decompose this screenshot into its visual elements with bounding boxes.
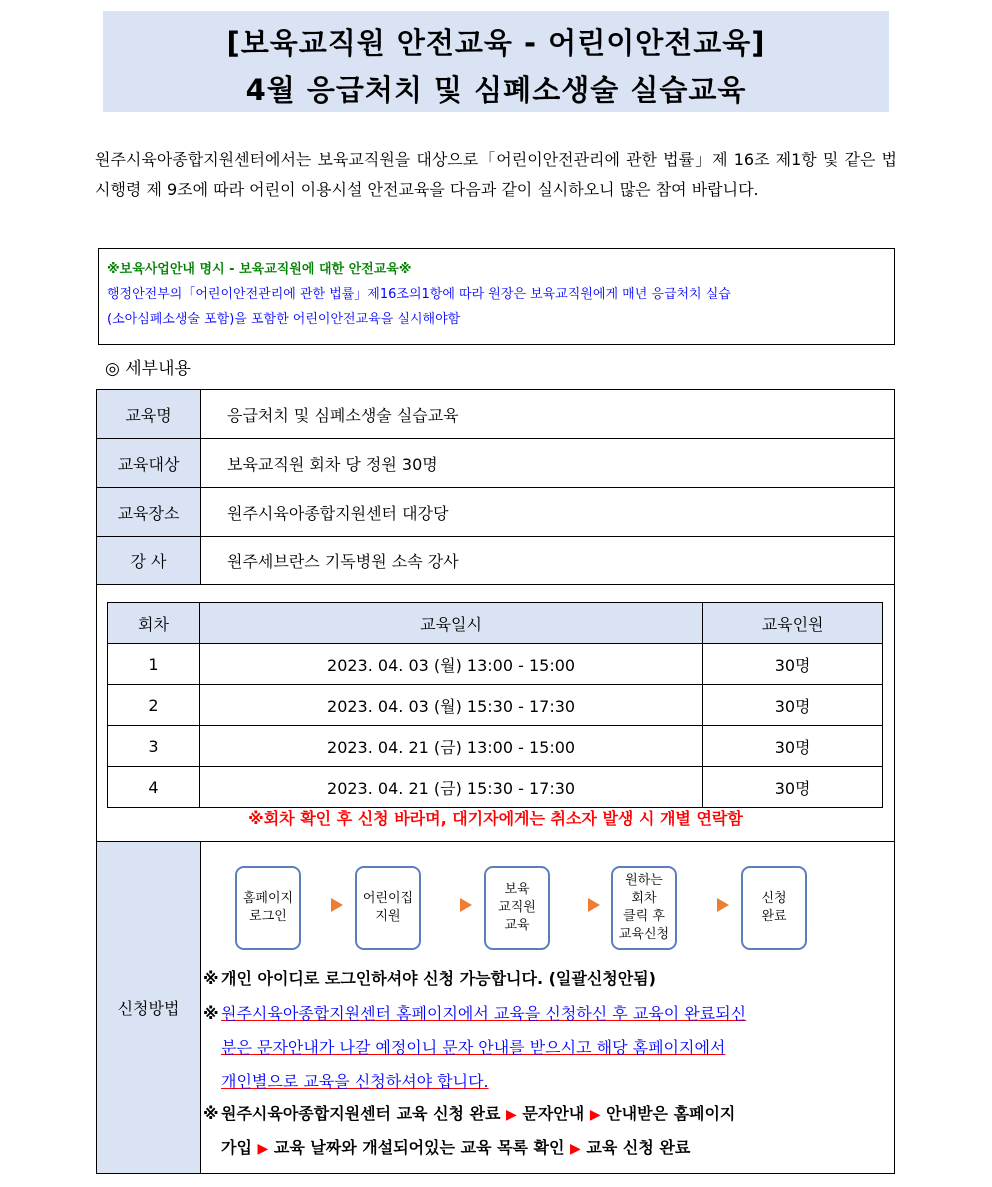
section-heading: ◎ 세부내용 <box>105 359 191 379</box>
method-note-3 <box>203 1097 883 1132</box>
label-target: 교육대상 <box>97 439 201 487</box>
session-number: 3 <box>108 726 200 767</box>
intro-paragraph: 원주시육아종합지원센터에서는 보육교직원을 대상으로「어린이안전관리에 관한 법률」제 16조 제1항 및 같은 법 시행령 제 9조에 따라 어린이 이용시설 안전교육을 다음과 같이 실시하오니 많은 참여 바랍니다. <box>95 150 897 199</box>
method-note-3-cont <box>203 1131 883 1166</box>
session-capacity: 30명 <box>703 644 883 685</box>
page-title-line1: [보육교직원 안전교육 - 어린이안전교육] <box>226 26 766 60</box>
note-mark: ※ <box>203 1004 219 1023</box>
step-select-session: 원하는 회차 클릭 후 교육신청 <box>611 866 677 950</box>
note-mark: ※ <box>203 969 219 988</box>
schedule-note: ※회차 확인 후 신청 바라며, 대기자에게는 취소자 발생 시 개별 연락함 <box>248 809 743 828</box>
value-lecturer: 원주세브란스 기독병원 소속 강사 <box>227 552 459 571</box>
details-table <box>96 389 895 1174</box>
note2-line2: 분은 문자안내가 나갈 예정이니 문자 안내를 받으시고 해당 홈페이지에서 <box>221 1038 726 1057</box>
step-complete: 신청 완료 <box>741 866 807 950</box>
note3-part-c: 안내받은 홈페이지 <box>606 1104 736 1123</box>
method-note-2-cont <box>203 1031 883 1065</box>
table-row <box>108 644 883 685</box>
arrow-right-icon <box>588 898 600 912</box>
notice-title: ※보육사업안내 명시 - 보육교직원에 대한 안전교육※ <box>107 262 412 277</box>
row-divider <box>97 841 894 842</box>
triangle-right-icon: ▶ <box>506 1107 517 1123</box>
session-number: 2 <box>108 685 200 726</box>
method-note-1 <box>203 962 883 996</box>
session-number: 4 <box>108 767 200 808</box>
note3-part-a: 원주시육아종합지원센터 교육 신청 완료 <box>221 1104 501 1123</box>
triangle-right-icon: ▶ <box>257 1141 269 1157</box>
label-place: 교육장소 <box>97 488 201 536</box>
session-capacity: 30명 <box>703 767 883 808</box>
arrow-right-icon <box>717 898 729 912</box>
session-datetime: 2023. 04. 21 (금) 13:00 - 15:00 <box>199 726 702 767</box>
notice-box <box>98 248 895 345</box>
session-datetime: 2023. 04. 03 (월) 13:00 - 15:00 <box>199 644 702 685</box>
row-divider <box>97 536 894 537</box>
label-apply: 신청방법 <box>97 842 201 1173</box>
title-banner <box>103 11 889 112</box>
step-daycare-support: 어린이집 지원 <box>355 866 421 950</box>
method-note-2 <box>203 997 883 1031</box>
triangle-right-icon: ▶ <box>589 1107 601 1123</box>
header-session: 회차 <box>108 603 200 644</box>
table-row <box>108 726 883 767</box>
row-divider <box>97 584 894 585</box>
notice-line1: 행정안전부의「어린이안전관리에 관한 법률」제16조의1항에 따라 원장은 보육교직원에게 매년 응급처치 실습 <box>107 287 731 302</box>
header-capacity: 교육인원 <box>703 603 883 644</box>
step-staff-education: 보육 교직원 교육 <box>484 866 550 950</box>
value-name: 응급처치 및 심폐소생술 실습교육 <box>227 405 459 425</box>
label-lecturer: 강 사 <box>97 537 201 584</box>
note3-part-d: 가입 <box>221 1138 252 1157</box>
value-place: 원주시육아종합지원센터 대강당 <box>227 503 449 523</box>
arrow-right-icon <box>331 898 343 912</box>
label-name: 교육명 <box>97 390 201 438</box>
session-capacity: 30명 <box>703 726 883 767</box>
note3-part-b: 문자안내 <box>522 1104 585 1123</box>
triangle-right-icon: ▶ <box>570 1141 581 1157</box>
method-note-2-cont <box>203 1065 883 1099</box>
arrow-right-icon <box>460 898 472 912</box>
header-datetime: 교육일시 <box>199 603 702 644</box>
notice-line2: (소아심폐소생술 포함)을 포함한 어린이안전교육을 실시해야함 <box>107 312 461 327</box>
row-divider <box>97 438 894 439</box>
schedule-header-row <box>108 603 883 644</box>
note3-part-e: 교육 날짜와 개설되어있는 교육 목록 확인 <box>273 1138 565 1157</box>
session-capacity: 30명 <box>703 685 883 726</box>
note2-line3: 개인별으로 교육을 신청하셔야 합니다. <box>221 1072 489 1091</box>
note2-line1: 원주시육아종합지원센터 홈페이지에서 교육을 신청하신 후 교육이 완료되신 <box>221 1004 747 1023</box>
note1-text: 개인 아이디로 로그인하셔야 신청 가능합니다. (일괄신청안됨) <box>221 969 656 988</box>
step-login: 홈페이지 로그인 <box>235 866 301 950</box>
page-title-line2: 4월 응급처치 및 심폐소생술 실습교육 <box>245 73 747 107</box>
session-datetime: 2023. 04. 21 (금) 15:30 - 17:30 <box>199 767 702 808</box>
note3-part-f: 교육 신청 완료 <box>586 1138 691 1157</box>
session-number: 1 <box>108 644 200 685</box>
session-datetime: 2023. 04. 03 (월) 15:30 - 17:30 <box>199 685 702 726</box>
table-row <box>108 685 883 726</box>
note-mark: ※ <box>203 1104 219 1123</box>
table-row <box>108 767 883 808</box>
row-divider <box>97 487 894 488</box>
value-target: 보육교직원 회차 당 정원 30명 <box>227 454 438 474</box>
schedule-table <box>107 602 883 808</box>
